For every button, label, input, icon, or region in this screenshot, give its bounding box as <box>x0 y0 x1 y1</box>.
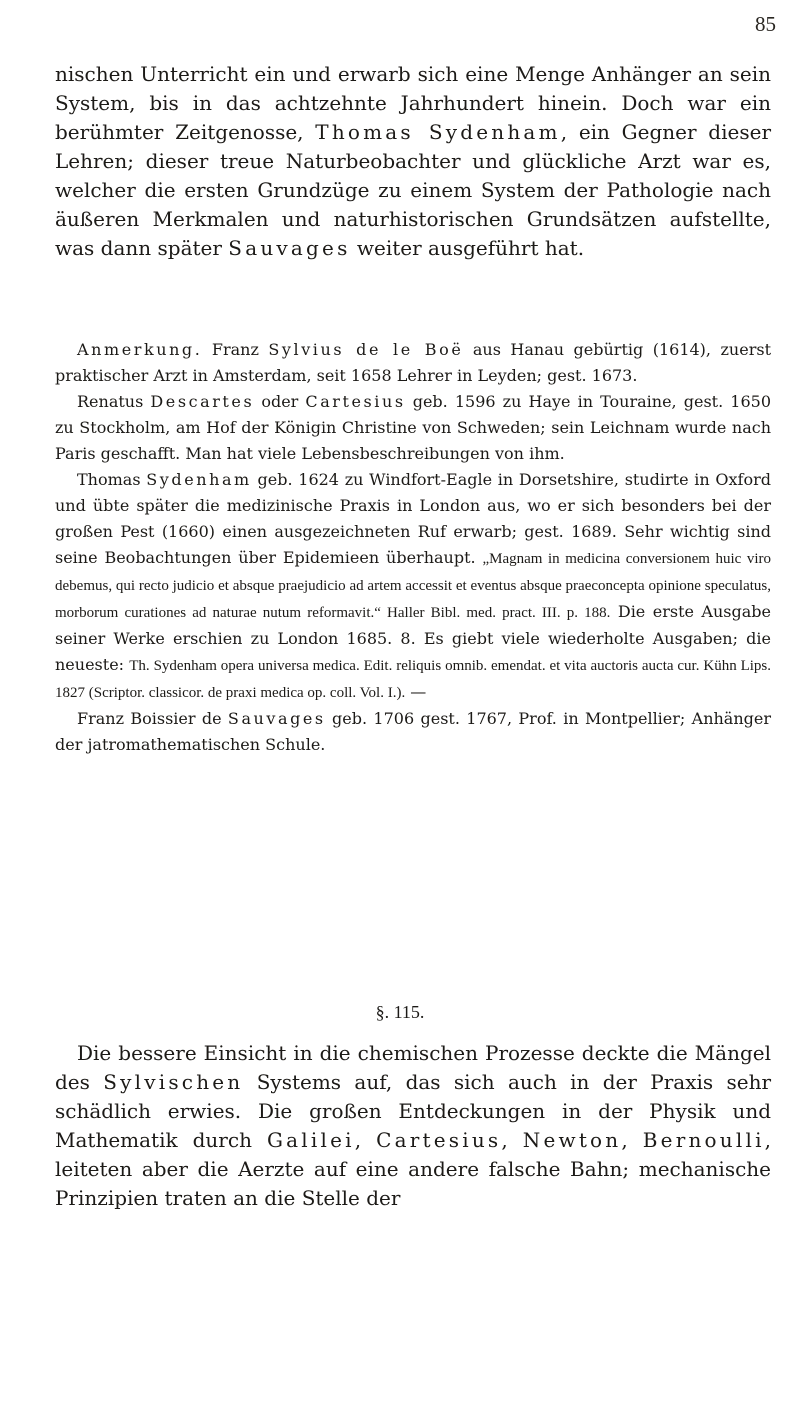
section-paragraph <box>55 1039 771 1213</box>
person-name-sauvages-note: Sauvages <box>227 709 326 728</box>
note-sydenham-text-1: Thomas <box>77 470 147 489</box>
intro-text-2: , ein Gegner dieser Lehren; dieser treue Naturbeobachter und glückliche Arzt war es, welcher die ersten Grundzüge zu einem System der Pathologie nach äußeren Merkmalen und naturhistorischen Grundsätzen aufstellte, was dann später <box>55 120 771 260</box>
note-sydenham <box>55 467 771 706</box>
person-name-sydenham: Thomas Sydenham <box>315 120 561 144</box>
note-boissier-text-2: geb. 1706 gest. 1767, Prof. in Montpellier; Anhänger der jatromathematischen Schule. <box>55 709 772 754</box>
note-descartes-text-3: geb. 1596 zu Haye in Touraine, gest. 1650 zu Stockholm, am Hof der Königin Christine von Schweden; sein Leichnam wurde nach Paris geschafft. Man hat viele Lebensbeschreibungen von ihm. <box>55 392 771 463</box>
edition-author: Sydenham <box>153 658 217 674</box>
intro-text-3: weiter ausgeführt hat. <box>350 236 585 260</box>
note-dash: — <box>405 682 427 701</box>
separator: , <box>354 1128 377 1152</box>
edition-title: opera universa medica. Edit. reliquis omnib. emendat. et vita auctoris aucta cur. <box>216 658 704 674</box>
edition-editor: Kühn <box>703 658 737 674</box>
note-sylvius-text-2: aus Hanau gebürtig (1614), zuerst praktischer Arzt in Amsterdam, seit 1658 Lehrer in Leyden; gest. 1673. <box>55 340 771 385</box>
note-boissier <box>55 706 771 758</box>
latin-quote: „Magnam in medicina conversionem huic viro debemus, qui recto judicio et absque praejudicio ad artem accessit et eventus absque praeconcepta opinione speculatus, morborum curationes ad naturae nutum reformavit.“ Haller Bibl. med. pract. III. p. 188. <box>55 551 771 621</box>
intro-text-1: nischen Unterricht ein und erwarb sich eine Menge Anhänger an sein System, bis in das achtzehnte Jahrhundert hinein. Doch war ein berühmter Zeitgenosse, <box>55 62 771 144</box>
separator: , <box>621 1128 643 1152</box>
person-name-sydenham-note: Sydenham <box>146 470 252 489</box>
note-descartes-text-2: oder <box>254 392 306 411</box>
person-name-sauvages: Sauvages <box>228 236 351 260</box>
note-descartes <box>55 389 771 467</box>
note-descartes-text-1: Renatus <box>77 392 151 411</box>
person-name-sylvius: Sylvius de le Boë <box>268 340 464 359</box>
edition-title-prefix: Th. <box>129 658 154 674</box>
person-name-galilei: Galilei <box>266 1128 355 1152</box>
person-name-cartesius-section: Cartesius <box>376 1128 502 1152</box>
page-number: 85 <box>755 12 776 36</box>
edition-imprint: Lips. 1827 (Scriptor. classicor. de praxi medica op. coll. Vol. I.). <box>55 658 771 701</box>
note-sydenham-text-3: Die erste Ausgabe seiner Werke erschien zu London 1685. 8. Es giebt viele wiederholte Ausgaben; die neueste: <box>55 602 771 674</box>
section-text-1: Die bessere Einsicht in die chemischen Prozesse deckte die Mängel des <box>55 1041 771 1094</box>
main-paragraph <box>55 60 771 263</box>
annotation-block <box>55 337 771 758</box>
section-text-2: Systems auf, das sich auch in der Praxis sehr schädlich erwies. Die großen Entdeckungen in der Physik und Mathematik durch <box>55 1070 772 1152</box>
note-label: Anmerkung. <box>77 340 203 359</box>
section-heading: §. 115. <box>375 1002 425 1022</box>
note-sylvius <box>55 337 771 389</box>
note-sylvius-text-1: Franz <box>202 340 269 359</box>
person-name-descartes: Descartes <box>150 392 255 411</box>
separator: , <box>501 1128 523 1152</box>
note-sydenham-text-2: geb. 1624 zu Windfort-Eagle in Dorsetshire, studirte in Oxford und übte später die medizinische Praxis in London aus, wo er sich besonders bei der großen Pest (1660) einen ausgezeichneten Ruf erwarb; gest. 1689. Sehr wichtig sind seine Beobachtungen über Epidemieen überhaupt. <box>55 470 772 567</box>
section-text-3: , leiteten aber die Aerzte auf eine andere falsche Bahn; mechanische Prinzipien traten an die Stelle der <box>55 1128 772 1210</box>
person-name-newton: Newton <box>522 1128 622 1152</box>
person-name-bernoulli: Bernoulli <box>642 1128 765 1152</box>
note-boissier-text-1: Franz Boissier de <box>77 709 228 728</box>
term-sylvian: Sylvischen <box>103 1070 244 1094</box>
person-name-cartesius: Cartesius <box>305 392 406 411</box>
